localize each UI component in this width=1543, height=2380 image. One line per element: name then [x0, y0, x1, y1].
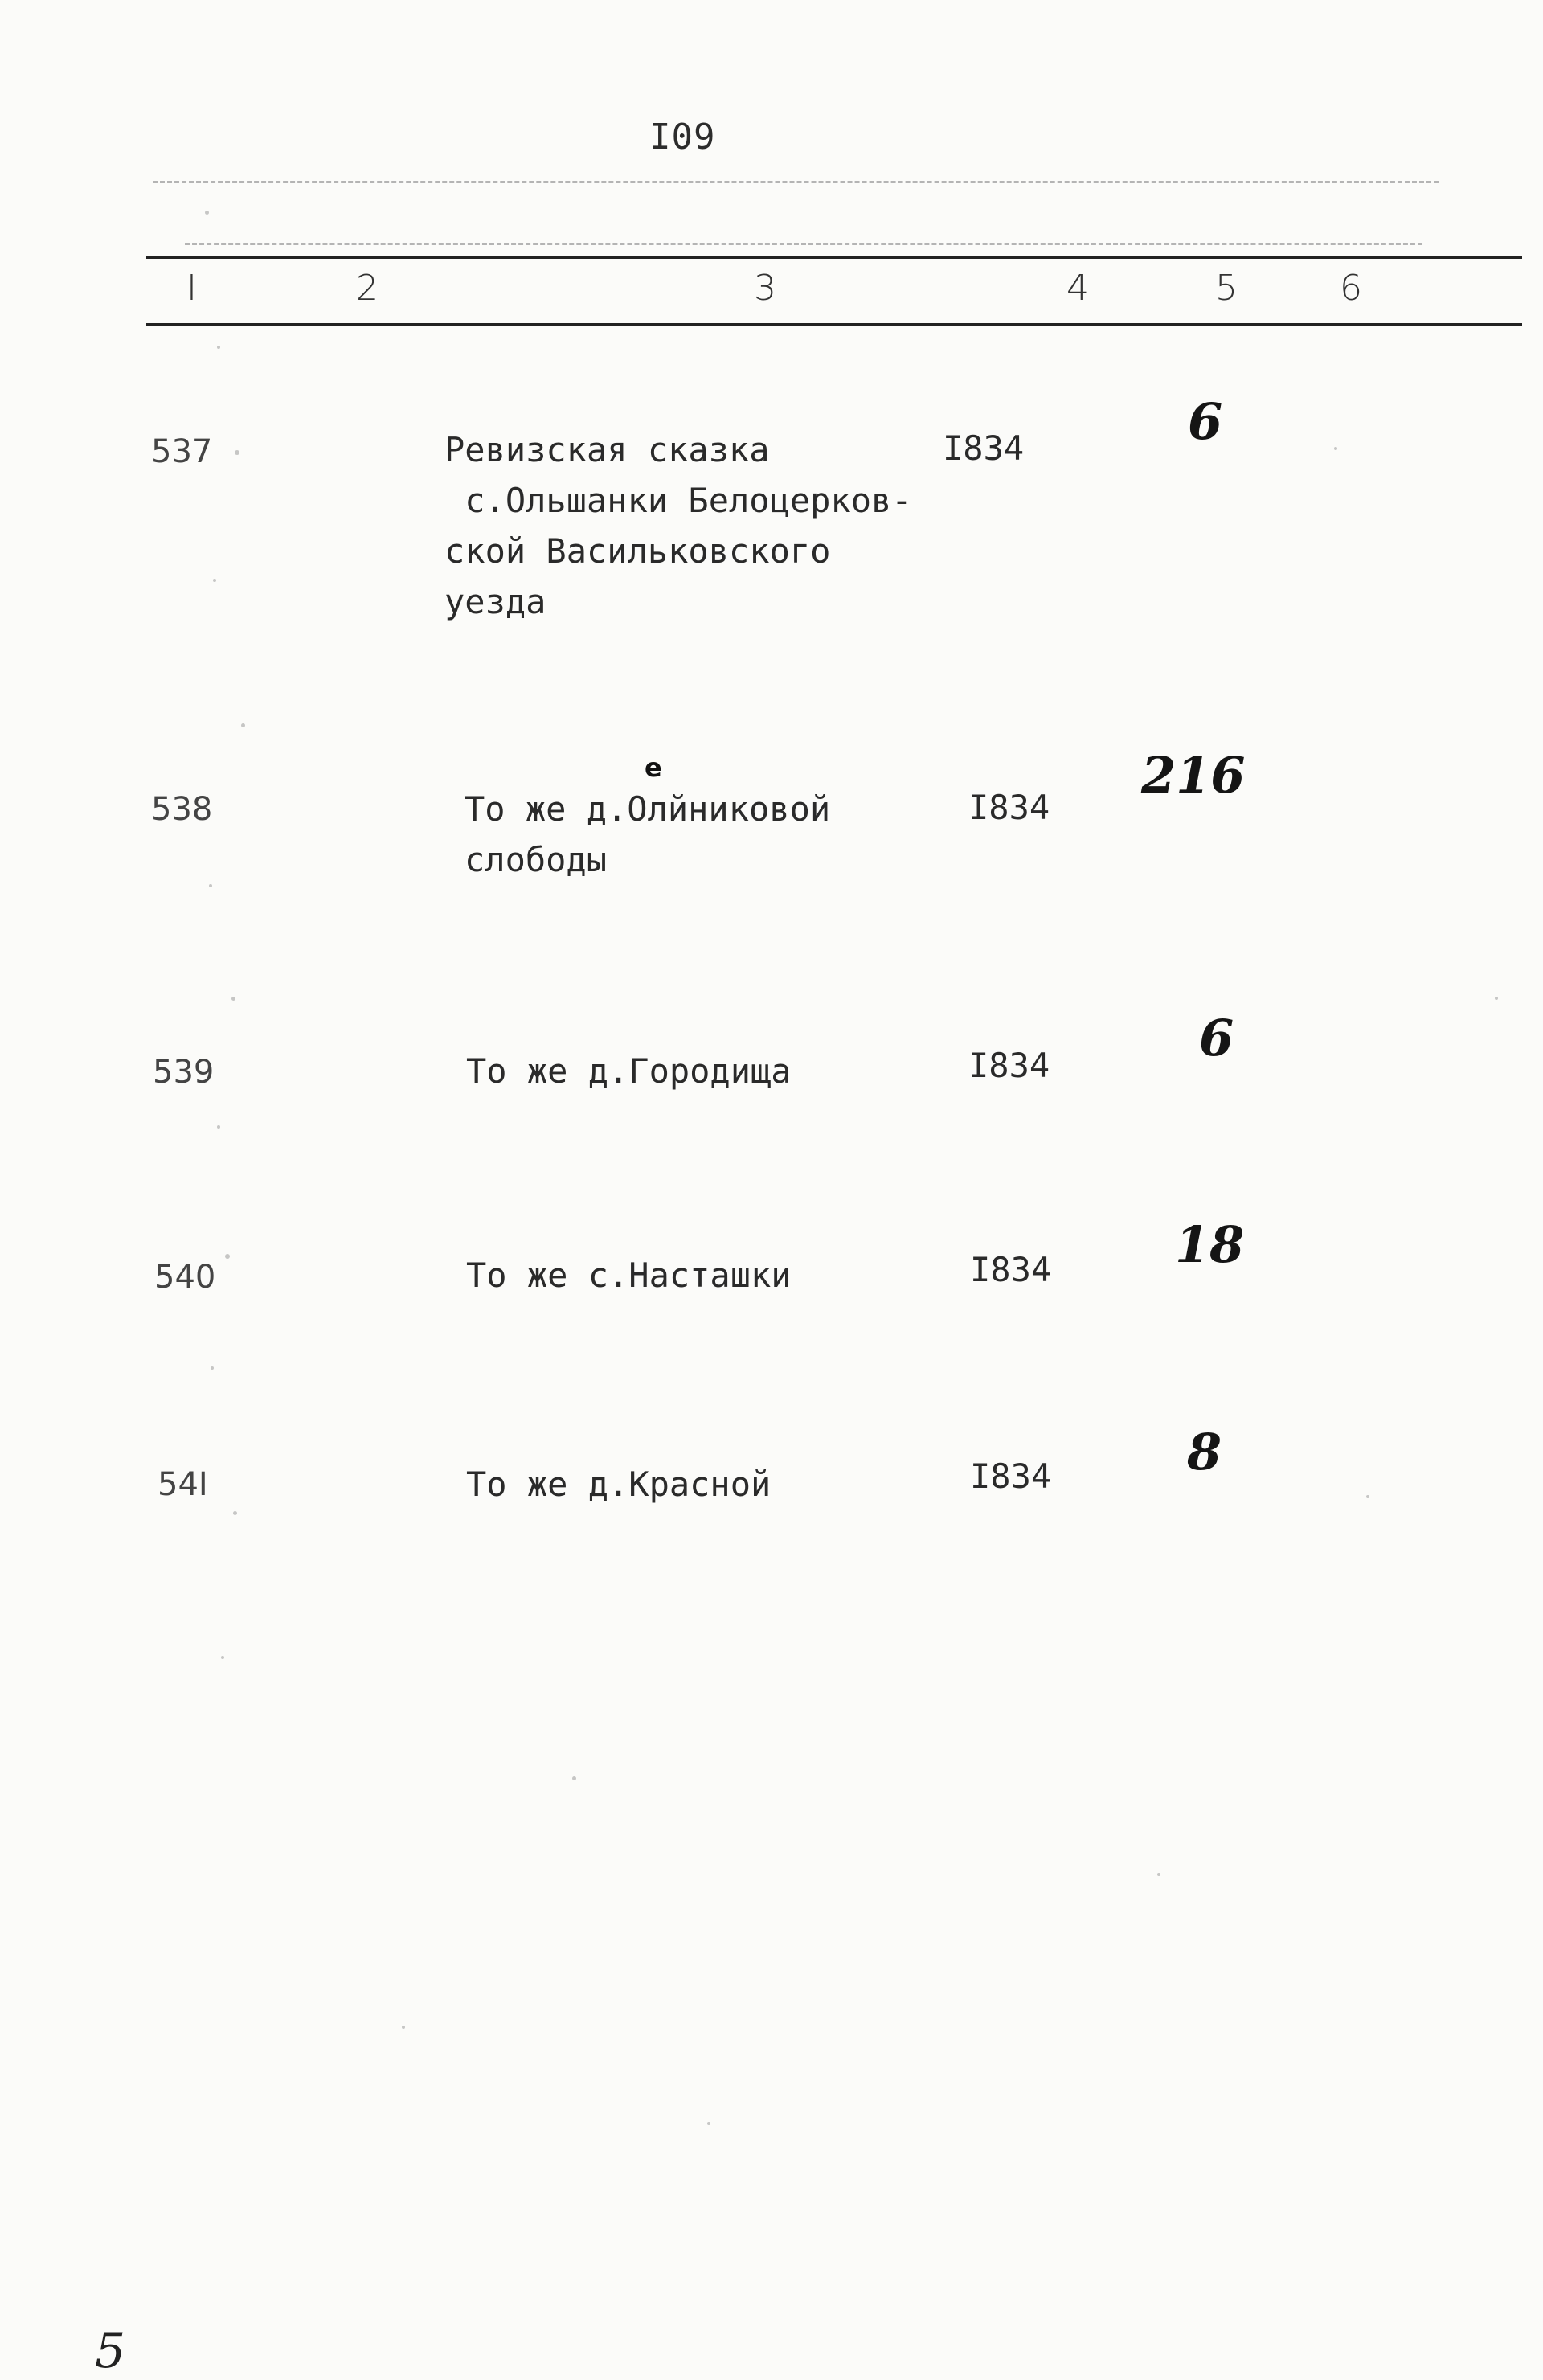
- row-year: I834: [943, 428, 1025, 468]
- row-year: I834: [970, 1456, 1052, 1496]
- row-sheet-count: 6: [1199, 1009, 1234, 1067]
- table-header-top-rule: [146, 256, 1522, 259]
- row-description: То же д.Олйниковой слободы: [465, 789, 831, 879]
- corner-handwritten-mark: 5: [95, 2323, 126, 2379]
- column-header-6: 6: [1340, 268, 1362, 309]
- row-sheet-count: 8: [1187, 1423, 1222, 1481]
- row-number: 54I: [158, 1466, 208, 1503]
- handwritten-correction: е: [645, 752, 662, 783]
- row-sheet-count: 18: [1175, 1215, 1245, 1274]
- row-year: I834: [970, 1250, 1052, 1289]
- row-number: 539: [153, 1054, 215, 1091]
- row-description: То же д.Городища: [466, 1051, 792, 1091]
- row-sheet-count: 216: [1141, 746, 1246, 805]
- row-number: 538: [151, 791, 213, 828]
- row-year: I834: [968, 1046, 1050, 1085]
- row-number: 540: [154, 1259, 216, 1296]
- row-description: То же д.Красной: [466, 1464, 772, 1504]
- row-number: 537: [151, 433, 213, 470]
- table-header-bottom-rule: [146, 323, 1522, 326]
- page-number: I09: [649, 117, 716, 158]
- row-description: Ревизская сказка с.Ольшанки Белоцерков- ской Васильковского уезда: [444, 430, 912, 621]
- column-header-1: I: [186, 268, 197, 309]
- row-year: I834: [968, 788, 1050, 827]
- column-header-2: 2: [356, 268, 379, 309]
- column-header-5: 5: [1215, 268, 1238, 309]
- row-sheet-count: 6: [1188, 392, 1223, 451]
- column-header-3: 3: [754, 268, 776, 309]
- row-description: То же с.Насташки: [466, 1256, 792, 1295]
- column-header-4: 4: [1066, 268, 1089, 309]
- dotted-line-bottom: [185, 243, 1422, 245]
- dotted-line-top: [153, 181, 1439, 183]
